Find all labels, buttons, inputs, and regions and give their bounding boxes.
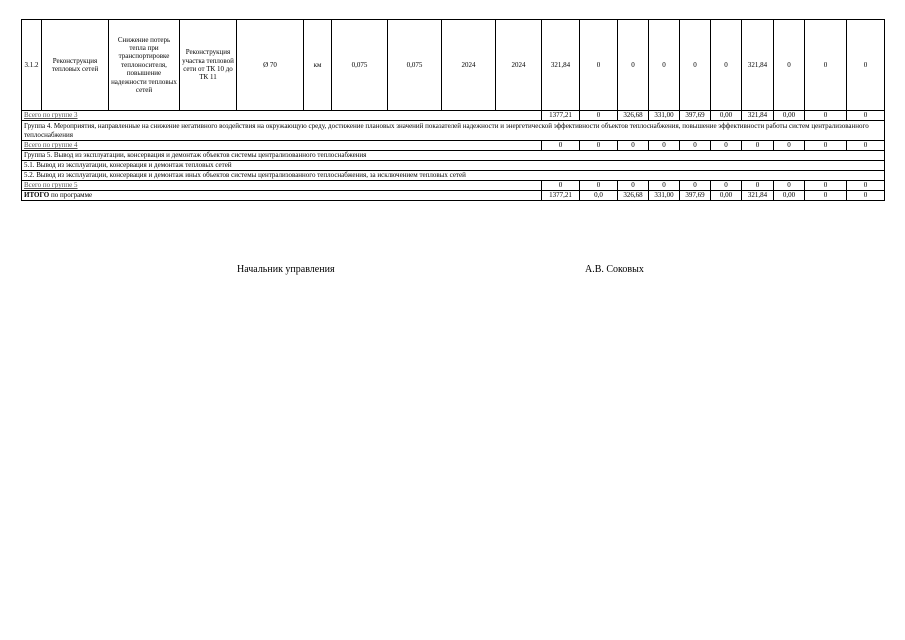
value-cell: 0 [580,111,618,121]
row-name: Реконструкция тепловых сетей [42,20,109,111]
value-cell: 0 [805,111,847,121]
group4-header-row [22,121,885,141]
value-cell: 0,00 [711,191,742,201]
value-cell: 0 [847,191,885,201]
value-cell: 321,84 [742,111,774,121]
group5-total-label: Всего по группе 5 [24,181,78,190]
value-cell: 0,0 [580,191,618,201]
value-cell: 0 [618,20,649,111]
group3-total-label: Всего по группе 3 [24,111,78,120]
row-diameter: Ø 70 [237,20,304,111]
value-cell: 0 [742,141,774,151]
row-unit: км [304,20,332,111]
value-cell: 0 [649,181,680,191]
group5-title: Группа 5. Вывод из эксплуатации, консервация и демонтаж объектов системы централизованного теплоснабжения [22,151,885,161]
value-cell: 0 [618,181,649,191]
value-cell: 0 [805,181,847,191]
value-cell: 0 [618,141,649,151]
value-cell: 0 [742,181,774,191]
value-cell: 0 [711,141,742,151]
subgroup52-title: 5.2. Вывод из эксплуатации, консервация и демонтаж иных объектов системы централизованного теплоснабжения, за исключением тепловых сетей [22,171,885,181]
row-event: Реконструкция участка тепловой сети от ТК 10 до ТК 11 [180,20,237,111]
value-cell: 0 [680,181,711,191]
group4-total-row [22,141,885,151]
value-cell: 0 [847,141,885,151]
value-cell: 1377,21 [542,111,580,121]
total-label-rest: по программе [49,191,93,200]
value-cell: 0 [711,20,742,111]
value-cell: 0 [680,20,711,111]
program-total-row [22,191,885,201]
value-cell: 0 [649,141,680,151]
value-cell: 0 [847,111,885,121]
group4-total-label: Всего по группе 4 [24,141,78,150]
value-cell: 397,69 [680,111,711,121]
value-cell: 0 [580,20,618,111]
value-cell: 0 [711,181,742,191]
value-cell: 326,68 [618,111,649,121]
value-cell: 0,00 [774,111,805,121]
value-cell: 0 [580,181,618,191]
value-cell: 0 [805,20,847,111]
signature-position: Начальник управления [237,264,335,275]
value-cell: 0,00 [774,191,805,201]
row-number: 3.1.2 [22,20,42,111]
row-year-end: 2024 [496,20,542,111]
value-cell: 397,69 [680,191,711,201]
row-length-2: 0,075 [388,20,442,111]
value-cell: 0 [774,141,805,151]
value-cell: 321,84 [742,191,774,201]
value-cell: 0 [542,181,580,191]
row-goal: Снижение потерь тепла при транспортировке теплоносителя, повышение надежности тепловых сетей [109,20,180,111]
value-cell: 0 [542,141,580,151]
value-cell: 0 [649,20,680,111]
value-cell: 0 [847,20,885,111]
value-cell: 0 [680,141,711,151]
subgroup52-row [22,171,885,181]
subgroup51-title: 5.1. Вывод из эксплуатации, консервация и демонтаж тепловых сетей [22,161,885,171]
value-cell: 0 [805,191,847,201]
value-cell: 331,00 [649,111,680,121]
value-cell: 331,00 [649,191,680,201]
group5-total-row [22,181,885,191]
value-cell: 0 [580,141,618,151]
group3-total-row [22,111,885,121]
program-table [21,19,885,201]
value-cell: 326,68 [618,191,649,201]
row-length-1: 0,075 [332,20,388,111]
value-cell: 0 [805,141,847,151]
value-cell: 321,84 [542,20,580,111]
value-cell: 321,84 [742,20,774,111]
subgroup51-row [22,161,885,171]
value-cell: 0 [774,20,805,111]
value-cell: 0 [774,181,805,191]
signature-name: А.В. Соковых [585,264,644,275]
table-row [22,20,885,111]
value-cell: 1377,21 [542,191,580,201]
total-label-bold: ИТОГО [24,191,50,200]
row-year-start: 2024 [442,20,496,111]
value-cell: 0 [847,181,885,191]
value-cell: 0,00 [711,111,742,121]
group4-title: Группа 4. Мероприятия, направленные на снижение негативного воздействия на окружающую среду, достижение плановых значений показателей надежности и энергетической эффективности объектов теплоснабжения, повышение эффективности работы систем централизованного теплоснабжения [22,121,885,141]
group5-header-row [22,151,885,161]
